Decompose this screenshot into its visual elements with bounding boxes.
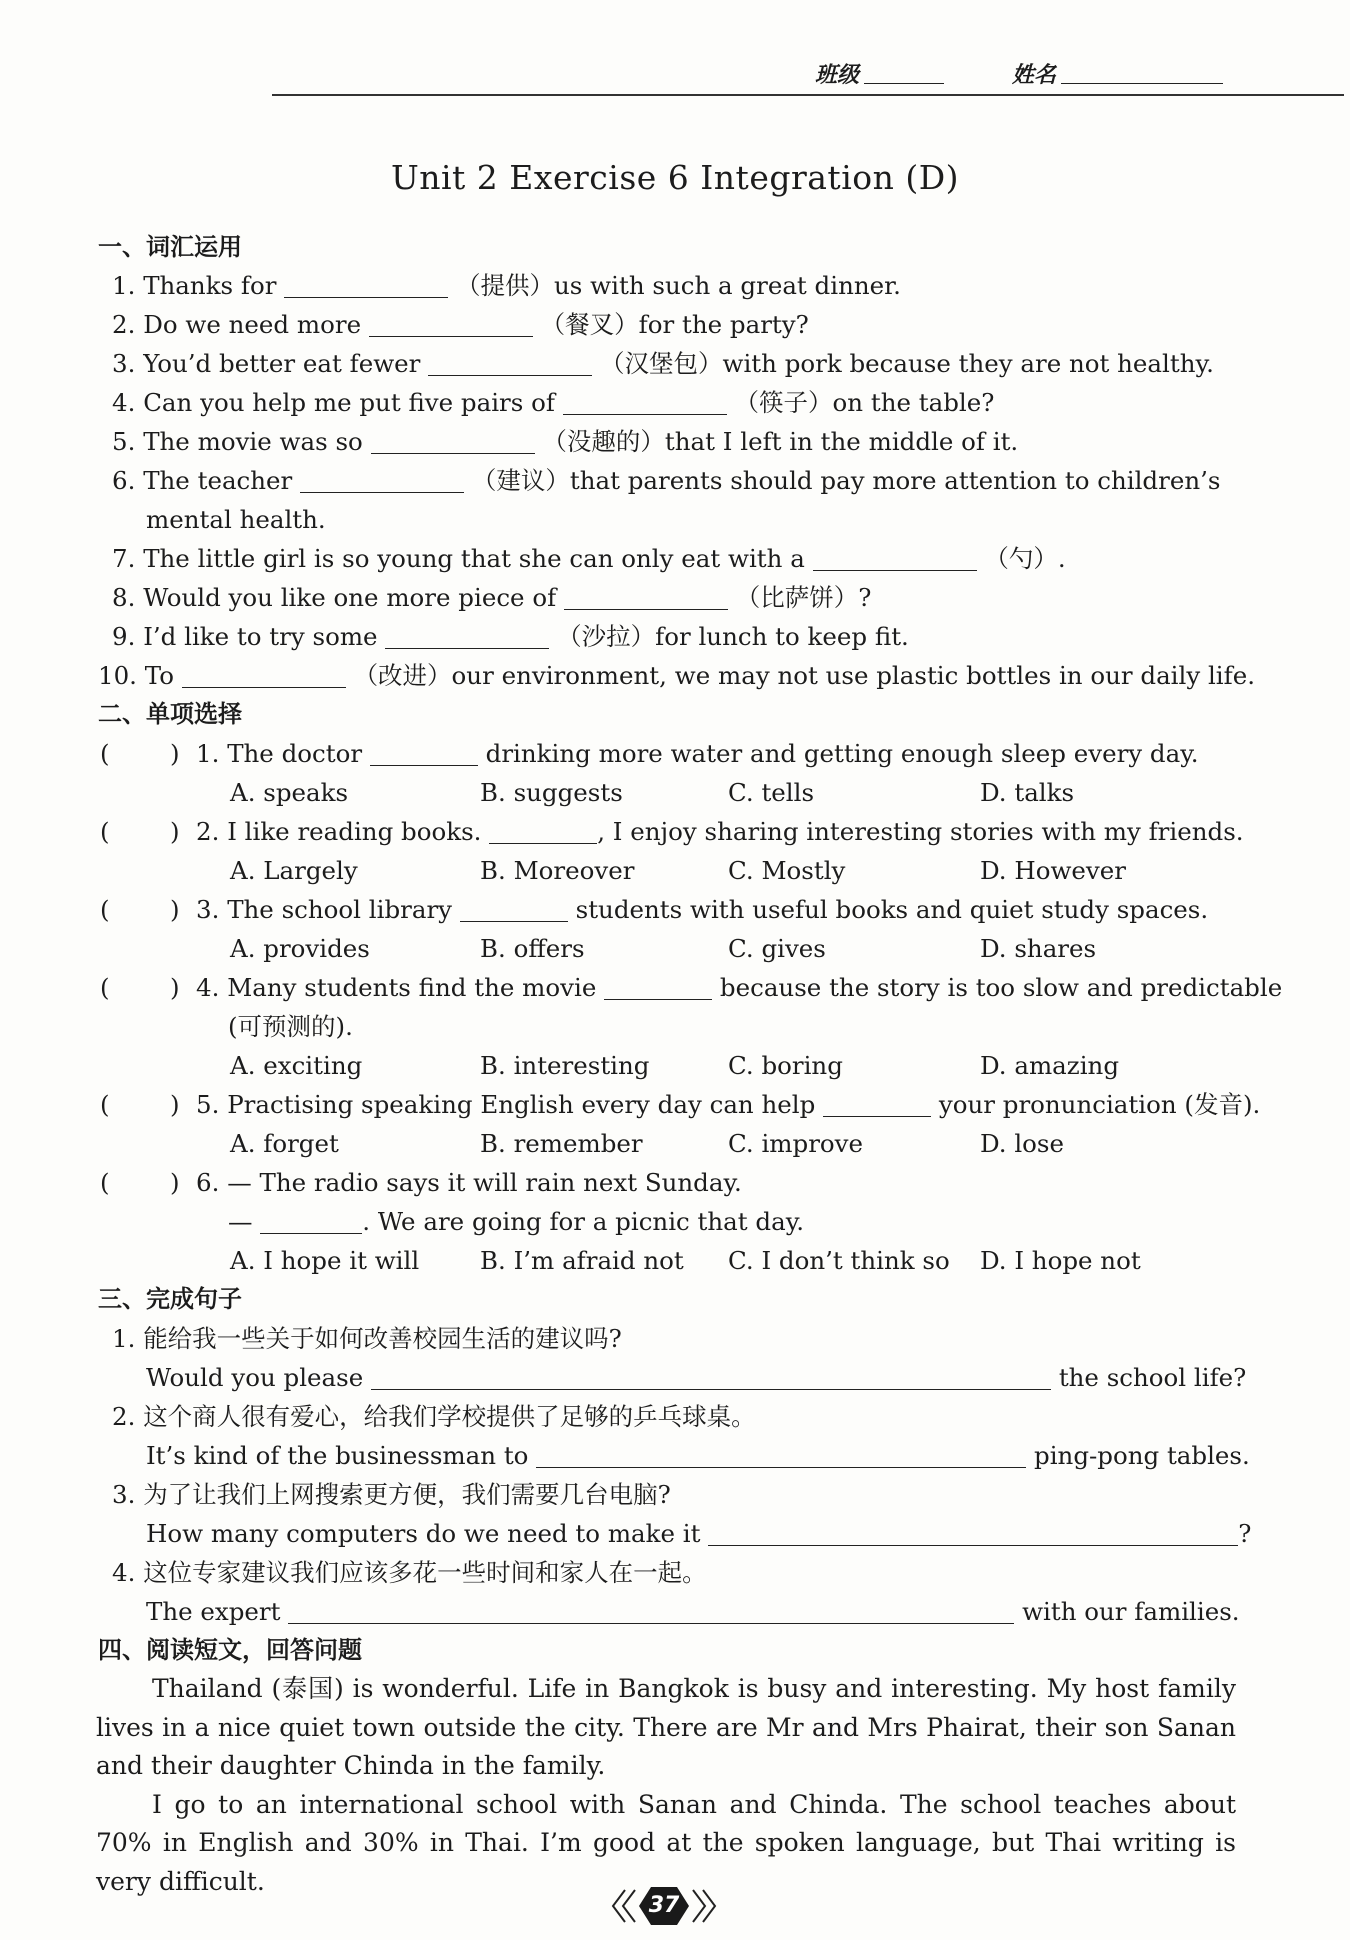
question-text: drinking more water and getting enough sleep every day. (485, 739, 1199, 768)
section2-heading: 二、单项选择 (98, 700, 242, 728)
mc-q6-paren-close: ) (170, 1168, 180, 1197)
question-number: 1. (112, 1324, 136, 1353)
vocab-q6-continued: mental health. (146, 505, 326, 534)
answer-blank[interactable] (385, 624, 549, 649)
mc-q4-option-b[interactable]: B. interesting (480, 1051, 650, 1080)
question-text: The teacher (143, 466, 293, 495)
sentence-q2-chinese (112, 1397, 756, 1436)
mc-q5-option-d[interactable]: D. lose (980, 1129, 1065, 1158)
mc-q5-option-a[interactable]: A. forget (230, 1129, 339, 1158)
answer-blank[interactable] (300, 468, 464, 493)
name-label: 姓名 (1012, 62, 1057, 88)
question-number: 2. (112, 1402, 136, 1431)
vocab-q8 (112, 578, 871, 617)
answer-blank[interactable] (489, 819, 597, 844)
question-text: Do we need more (143, 310, 362, 339)
sentence-q3-chinese (112, 1475, 671, 1514)
header-rule (272, 94, 1344, 96)
question-text: （建议）that parents should pay more attention to children’s (471, 466, 1221, 495)
mc-q2-option-a[interactable]: A. Largely (230, 856, 358, 885)
vocab-q4 (112, 383, 994, 422)
question-text: The expert (146, 1597, 281, 1626)
mc-q4-option-d[interactable]: D. amazing (980, 1051, 1119, 1080)
question-number: 6. (112, 466, 136, 495)
sentence-q1-english (146, 1358, 1246, 1397)
passage-paragraph-2: I go to an international school with Sanan and Chinda. The school teaches about 70% in English and 30% in Thai. I’m good at the spoken language, but Thai writing is very difficult. (96, 1789, 1236, 1896)
mc-q1-option-b[interactable]: B. suggests (480, 778, 623, 807)
question-number: 1. (196, 739, 220, 768)
mc-q2-paren-close: ) (170, 817, 180, 846)
sentence-q2-english (146, 1436, 1250, 1475)
vocab-q7 (112, 539, 1066, 578)
question-text: students with useful books and quiet study spaces. (575, 895, 1209, 924)
question-text: The school library (227, 895, 453, 924)
dialogue-dash: — (228, 1207, 253, 1236)
question-text: （筷子）on the table? (734, 388, 995, 417)
answer-blank[interactable] (823, 1092, 931, 1117)
question-number: 9. (112, 622, 136, 651)
mc-q6-option-b[interactable]: B. I’m afraid not (480, 1246, 684, 1275)
mc-q3-option-c[interactable]: C. gives (728, 934, 826, 963)
answer-blank[interactable] (260, 1209, 362, 1234)
mc-q2 (196, 812, 1244, 851)
question-text: （汉堡包）with pork because they are not healthy. (599, 349, 1214, 378)
question-text: ? (1238, 1519, 1252, 1548)
question-text: because the story is too slow and predictable (719, 973, 1283, 1002)
mc-q3-option-a[interactable]: A. provides (230, 934, 370, 963)
question-text: You’d better eat fewer (143, 349, 421, 378)
mc-q1-option-d[interactable]: D. talks (980, 778, 1075, 807)
section4-heading: 四、阅读短文，回答问题 (98, 1636, 362, 1664)
page-number-badge (611, 1882, 717, 1930)
mc-q1-option-a[interactable]: A. speaks (230, 778, 349, 807)
mc-q2-option-b[interactable]: B. Moreover (480, 856, 635, 885)
vocab-q5 (112, 422, 1018, 461)
mc-q5 (196, 1085, 1260, 1124)
question-text: . We are going for a picnic that day. (362, 1207, 805, 1236)
answer-blank[interactable] (288, 1599, 1014, 1624)
chinese-prompt: 这位专家建议我们应该多花一些时间和家人在一起。 (143, 1558, 707, 1587)
section3-heading: 三、完成句子 (98, 1285, 242, 1313)
answer-blank[interactable] (371, 1365, 1051, 1390)
answer-blank[interactable] (460, 897, 568, 922)
mc-q5-option-b[interactable]: B. remember (480, 1129, 643, 1158)
reading-passage (96, 1670, 1236, 1901)
question-text: ping-pong tables. (1034, 1441, 1250, 1470)
mc-q2-option-c[interactable]: C. Mostly (728, 856, 846, 885)
mc-q3-paren-open: ( (100, 895, 110, 924)
question-text: I’d like to try some (143, 622, 378, 651)
class-blank[interactable] (864, 63, 944, 84)
mc-q1 (196, 734, 1199, 773)
chinese-prompt: 能给我一些关于如何改善校园生活的建议吗? (143, 1324, 622, 1353)
question-number: 8. (112, 583, 136, 612)
question-text: The little girl is so young that she can only eat with a (143, 544, 805, 573)
answer-blank[interactable] (813, 546, 977, 571)
question-number: 4. (112, 1558, 136, 1587)
question-text: The doctor (227, 739, 363, 768)
question-number: 7. (112, 544, 136, 573)
question-text: — The radio says it will rain next Sunday. (227, 1168, 742, 1197)
question-text: with our families. (1022, 1597, 1240, 1626)
answer-blank[interactable] (369, 312, 533, 337)
page-number: 37 (648, 1893, 680, 1918)
mc-q4-option-a[interactable]: A. exciting (230, 1051, 363, 1080)
question-text: （比萨饼）? (735, 583, 872, 612)
mc-q6-paren-open: ( (100, 1168, 110, 1197)
sentence-q1-chinese (112, 1319, 622, 1358)
question-number: 3. (196, 895, 220, 924)
name-blank[interactable] (1061, 63, 1223, 84)
sentence-q4-english (146, 1592, 1240, 1631)
question-number: 3. (112, 349, 136, 378)
sentence-q4-chinese (112, 1553, 707, 1592)
sentence-q3-english (146, 1514, 1251, 1553)
mc-q6-response (228, 1202, 804, 1241)
mc-q6-option-a[interactable]: A. I hope it will (230, 1246, 420, 1275)
question-text: Would you please (146, 1363, 364, 1392)
mc-q5-option-c[interactable]: C. improve (728, 1129, 864, 1158)
vocab-q3 (112, 344, 1214, 383)
question-text: How many computers do we need to make it (146, 1519, 701, 1548)
mc-q4-paren-open: ( (100, 973, 110, 1002)
mc-q4-paren-close: ) (170, 973, 180, 1002)
question-number: 3. (112, 1480, 136, 1509)
question-text: （沙拉）for lunch to keep fit. (557, 622, 909, 651)
question-number: 1. (112, 271, 136, 300)
vocab-q9 (112, 617, 909, 656)
answer-blank[interactable] (563, 390, 727, 415)
answer-blank[interactable] (564, 585, 728, 610)
question-number: 2. (112, 310, 136, 339)
answer-blank[interactable] (708, 1521, 1238, 1546)
mc-q1-paren-close: ) (170, 739, 180, 768)
vocab-q1 (112, 266, 901, 305)
vocab-q6 (112, 461, 1220, 500)
mc-q3 (196, 890, 1208, 929)
answer-blank[interactable] (182, 663, 346, 688)
question-text: （改进）our environment, we may not use plastic bottles in our daily life. (353, 661, 1256, 690)
class-field (815, 58, 944, 89)
mc-q3-option-b[interactable]: B. offers (480, 934, 585, 963)
question-number: 4. (196, 973, 220, 1002)
question-text: （没趣的）that I left in the middle of it. (542, 427, 1019, 456)
question-text: Many students find the movie (227, 973, 597, 1002)
mc-q6-option-d[interactable]: D. I hope not (980, 1246, 1141, 1275)
question-text: Thanks for (143, 271, 277, 300)
question-text: Would you like one more piece of (143, 583, 557, 612)
section1-heading: 一、词汇运用 (98, 233, 242, 261)
question-text: , I enjoy sharing interesting stories with my friends. (597, 817, 1244, 846)
vocab-q10 (98, 656, 1255, 695)
answer-blank[interactable] (536, 1443, 1026, 1468)
question-text: the school life? (1058, 1363, 1247, 1392)
answer-blank[interactable] (604, 975, 712, 1000)
mc-q1-option-c[interactable]: C. tells (728, 778, 815, 807)
question-number: 4. (112, 388, 136, 417)
question-text: （勺）. (984, 544, 1066, 573)
answer-blank[interactable] (370, 741, 478, 766)
question-text: Can you help me put five pairs of (143, 388, 555, 417)
mc-q1-paren-open: ( (100, 739, 110, 768)
question-number: 5. (112, 427, 136, 456)
mc-q5-paren-open: ( (100, 1090, 110, 1119)
mc-q2-option-d[interactable]: D. However (980, 856, 1126, 885)
mc-q3-option-d[interactable]: D. shares (980, 934, 1097, 963)
answer-blank[interactable] (428, 351, 592, 376)
question-number: 10. (98, 661, 137, 690)
mc-q5-paren-close: ) (170, 1090, 180, 1119)
chinese-prompt: 为了让我们上网搜索更方便，我们需要几台电脑? (143, 1480, 671, 1509)
question-number: 2. (196, 817, 220, 846)
class-label: 班级 (815, 62, 860, 88)
mc-q6-option-c[interactable]: C. I don’t think so (728, 1246, 950, 1275)
question-text: （餐叉）for the party? (540, 310, 809, 339)
answer-blank[interactable] (371, 429, 535, 454)
question-text: The movie was so (143, 427, 363, 456)
chinese-prompt: 这个商人很有爱心，给我们学校提供了足够的乒乓球桌。 (143, 1402, 756, 1431)
answer-blank[interactable] (284, 273, 448, 298)
question-text: your pronunciation (发音). (938, 1090, 1261, 1119)
passage-paragraph-1: Thailand (泰国) is wonderful. Life in Bangkok is busy and interesting. My host family lives in a nice quiet town outside the city. There are Mr and Mrs Phairat, their son Sanan and their daughter Chinda in the family. (96, 1674, 1236, 1780)
mc-q4 (196, 968, 1282, 1007)
question-number: 5. (196, 1090, 220, 1119)
question-text: I like reading books. (227, 817, 482, 846)
name-field (1012, 58, 1223, 89)
question-text: Practising speaking English every day can help (227, 1090, 816, 1119)
mc-q4-continued: (可预测的). (228, 1012, 353, 1041)
mc-q6 (196, 1163, 742, 1202)
mc-q2-paren-open: ( (100, 817, 110, 846)
question-text: It’s kind of the businessman to (146, 1441, 529, 1470)
question-text: To (144, 661, 174, 690)
question-text: （提供）us with such a great dinner. (456, 271, 901, 300)
question-number: 6. (196, 1168, 220, 1197)
page-title: Unit 2 Exercise 6 Integration (D) (390, 158, 960, 197)
mc-q4-option-c[interactable]: C. boring (728, 1051, 843, 1080)
vocab-q2 (112, 305, 809, 344)
mc-q3-paren-close: ) (170, 895, 180, 924)
